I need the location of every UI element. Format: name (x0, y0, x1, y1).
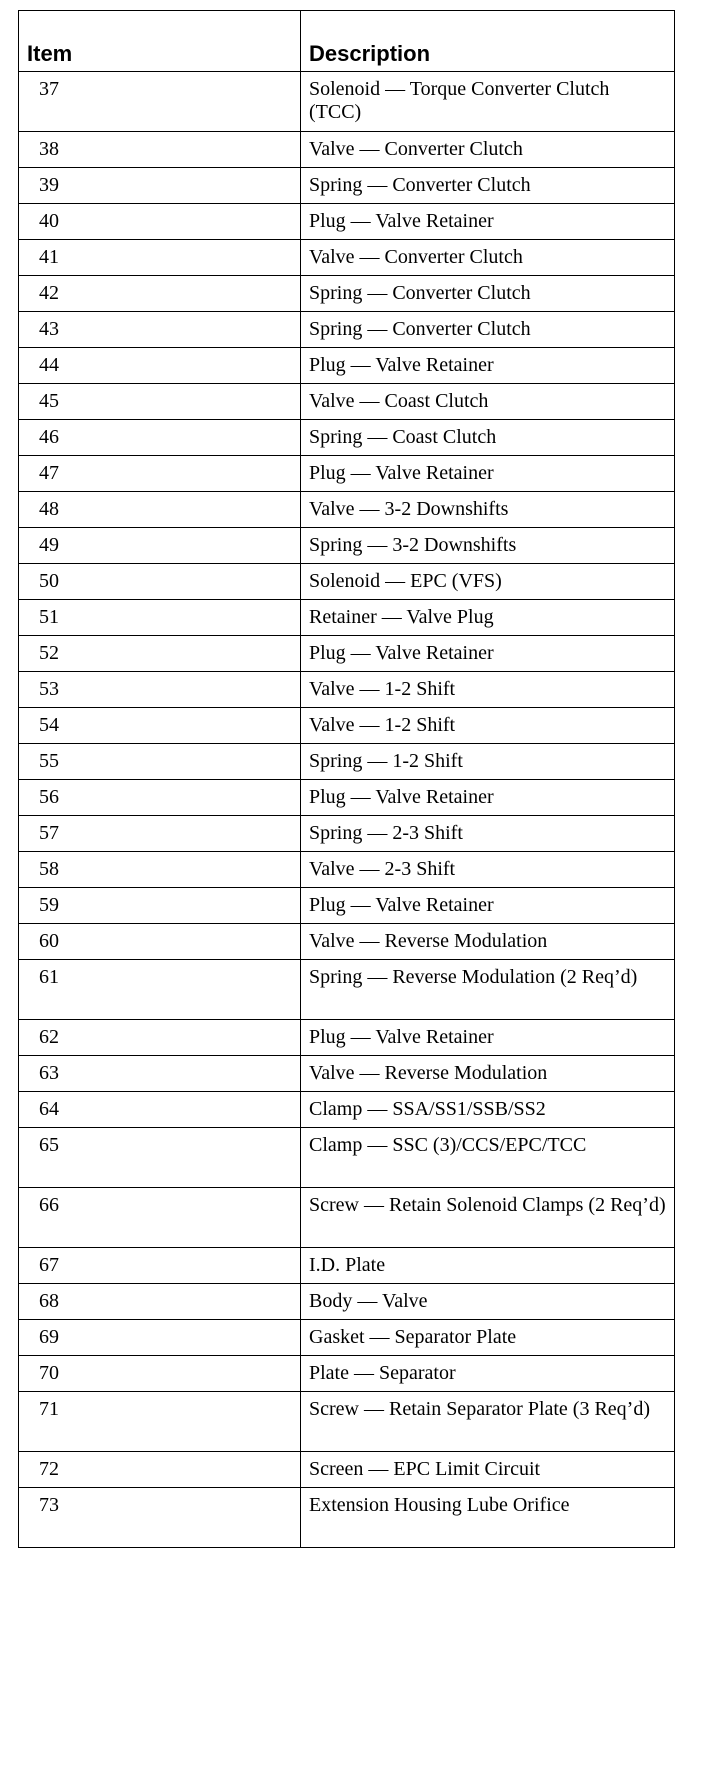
table-row (19, 312, 675, 348)
item-number-cell: 63 (19, 1056, 301, 1092)
description-cell: Plug — Valve Retainer (301, 348, 675, 384)
item-number-cell: 50 (19, 564, 301, 600)
item-number-cell: 54 (19, 708, 301, 744)
description-cell: Valve — Coast Clutch (301, 384, 675, 420)
item-number-cell: 55 (19, 744, 301, 780)
table-body (19, 72, 675, 1548)
item-number-cell: 56 (19, 780, 301, 816)
description-cell: Valve — Reverse Modulation (301, 924, 675, 960)
description-cell: Spring — Converter Clutch (301, 168, 675, 204)
item-number-cell: 44 (19, 348, 301, 384)
item-number-cell: 47 (19, 456, 301, 492)
item-number-cell: 60 (19, 924, 301, 960)
header-row (19, 11, 675, 72)
table-row (19, 744, 675, 780)
description-cell: Gasket — Separator Plate (301, 1320, 675, 1356)
table-row (19, 1488, 675, 1548)
table-row (19, 636, 675, 672)
item-number-cell: 39 (19, 168, 301, 204)
item-number-cell: 72 (19, 1452, 301, 1488)
table-row (19, 780, 675, 816)
table-row (19, 1128, 675, 1188)
item-number-cell: 68 (19, 1284, 301, 1320)
table-row (19, 528, 675, 564)
table-row (19, 168, 675, 204)
description-cell: Screen — EPC Limit Circuit (301, 1452, 675, 1488)
item-number-cell: 43 (19, 312, 301, 348)
item-number-cell: 62 (19, 1020, 301, 1056)
item-number-cell: 57 (19, 816, 301, 852)
table-row (19, 1392, 675, 1452)
description-column-header: Description (301, 11, 675, 72)
item-number-cell: 69 (19, 1320, 301, 1356)
description-cell: Spring — 3-2 Downshifts (301, 528, 675, 564)
table-row (19, 672, 675, 708)
table-row (19, 1320, 675, 1356)
table-row (19, 132, 675, 168)
table-row (19, 348, 675, 384)
table-row (19, 924, 675, 960)
item-number-cell: 38 (19, 132, 301, 168)
table-row (19, 816, 675, 852)
description-cell: Body — Valve (301, 1284, 675, 1320)
description-cell: Spring — Reverse Modulation (2 Req’d) (301, 960, 675, 1020)
table-row (19, 456, 675, 492)
table-row (19, 492, 675, 528)
table-row (19, 888, 675, 924)
item-number-cell: 73 (19, 1488, 301, 1548)
item-number-cell: 71 (19, 1392, 301, 1452)
description-cell: Valve — 3-2 Downshifts (301, 492, 675, 528)
description-cell: Spring — 2-3 Shift (301, 816, 675, 852)
description-cell: Screw — Retain Separator Plate (3 Req’d) (301, 1392, 675, 1452)
table-row (19, 1020, 675, 1056)
item-number-cell: 48 (19, 492, 301, 528)
description-cell: Spring — Coast Clutch (301, 420, 675, 456)
item-number-cell: 67 (19, 1248, 301, 1284)
description-cell: Valve — 1-2 Shift (301, 672, 675, 708)
description-cell: Valve — Converter Clutch (301, 240, 675, 276)
description-cell: Spring — Converter Clutch (301, 276, 675, 312)
item-number-cell: 51 (19, 600, 301, 636)
table-row (19, 72, 675, 132)
description-cell: Valve — Converter Clutch (301, 132, 675, 168)
description-cell: Solenoid — EPC (VFS) (301, 564, 675, 600)
table-row (19, 600, 675, 636)
table-row (19, 1092, 675, 1128)
item-number-cell: 45 (19, 384, 301, 420)
description-cell: Retainer — Valve Plug (301, 600, 675, 636)
description-cell: Plug — Valve Retainer (301, 1020, 675, 1056)
table-row (19, 960, 675, 1020)
table-row (19, 1284, 675, 1320)
item-number-cell: 41 (19, 240, 301, 276)
description-cell: Valve — 1-2 Shift (301, 708, 675, 744)
description-cell: Spring — 1-2 Shift (301, 744, 675, 780)
item-number-cell: 61 (19, 960, 301, 1020)
table-header (19, 11, 675, 72)
item-number-cell: 59 (19, 888, 301, 924)
table-row (19, 1188, 675, 1248)
item-number-cell: 58 (19, 852, 301, 888)
description-cell: Plug — Valve Retainer (301, 888, 675, 924)
description-cell: Plug — Valve Retainer (301, 780, 675, 816)
description-cell: Plug — Valve Retainer (301, 636, 675, 672)
table-row (19, 564, 675, 600)
table-row (19, 420, 675, 456)
item-number-cell: 70 (19, 1356, 301, 1392)
item-number-cell: 49 (19, 528, 301, 564)
table-row (19, 1356, 675, 1392)
table-row (19, 1056, 675, 1092)
description-cell: Plate — Separator (301, 1356, 675, 1392)
item-number-cell: 64 (19, 1092, 301, 1128)
table-row (19, 384, 675, 420)
description-cell: Clamp — SSC (3)/CCS/EPC/TCC (301, 1128, 675, 1188)
description-cell: Plug — Valve Retainer (301, 204, 675, 240)
item-column-header: Item (19, 11, 301, 72)
item-number-cell: 65 (19, 1128, 301, 1188)
description-cell: Valve — Reverse Modulation (301, 1056, 675, 1092)
item-number-cell: 46 (19, 420, 301, 456)
table-row (19, 1248, 675, 1284)
item-number-cell: 53 (19, 672, 301, 708)
table-row (19, 204, 675, 240)
item-number-cell: 52 (19, 636, 301, 672)
item-number-cell: 40 (19, 204, 301, 240)
item-number-cell: 66 (19, 1188, 301, 1248)
description-cell: Screw — Retain Solenoid Clamps (2 Req’d) (301, 1188, 675, 1248)
description-cell: Valve — 2-3 Shift (301, 852, 675, 888)
table-row (19, 240, 675, 276)
item-number-cell: 42 (19, 276, 301, 312)
description-cell: Spring — Converter Clutch (301, 312, 675, 348)
item-number-cell: 37 (19, 72, 301, 132)
description-cell: Extension Housing Lube Orifice (301, 1488, 675, 1548)
description-cell: I.D. Plate (301, 1248, 675, 1284)
parts-table (18, 10, 675, 1548)
description-cell: Clamp — SSA/SS1/SSB/SS2 (301, 1092, 675, 1128)
table-row (19, 1452, 675, 1488)
table-row (19, 852, 675, 888)
table-row (19, 276, 675, 312)
table-row (19, 708, 675, 744)
description-cell: Solenoid — Torque Converter Clutch (TCC) (301, 72, 675, 132)
description-cell: Plug — Valve Retainer (301, 456, 675, 492)
